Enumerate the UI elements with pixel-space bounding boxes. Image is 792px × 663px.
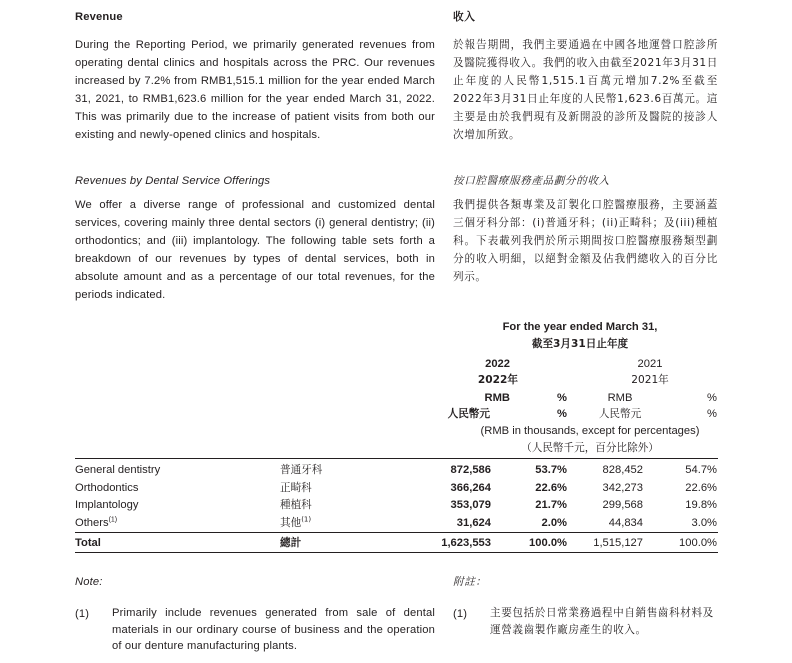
row-value-2021: 342,273: [602, 481, 643, 494]
table-header-rule: [75, 458, 718, 459]
row-value-2022: 366,264: [450, 481, 491, 494]
row-label-zh: 其他$^{(1)}$: [280, 514, 312, 529]
row-label-en: General dentistry: [75, 464, 161, 476]
note-number-zh: (1): [453, 608, 468, 620]
row-label-zh: 正畸科: [280, 481, 312, 494]
year-2022-en: 2022: [485, 358, 510, 370]
pct-2022-en: %: [557, 392, 567, 404]
total-bottom-rule: [75, 552, 718, 553]
rmb-2021-en: RMB: [607, 392, 633, 404]
offerings-heading-zh: 按口腔醫療服務產品劃分的收入: [453, 175, 610, 187]
total-label-en: Total: [75, 537, 101, 549]
note-text-zh: 主要包括於日常業務過程中自銷售齒科材料及運營義齒製作廠房產生的收入。: [490, 607, 714, 636]
offerings-paragraph-zh: 我們提供各類專業及訂製化口腔醫療服務，主要涵蓋三個牙科分部：(i)普通牙科；(ii)正畸科；及(iii)種植科。下表載列我們於所示期間按口腔醫療服務類型劃分的收入明細，以絕對金額及佔我們總收入的百分比列示。: [453, 199, 718, 283]
footnote-ref-zh: (1): [301, 514, 312, 523]
row-label-zh: 種植科: [280, 499, 312, 511]
row-label-zh: 普通牙科: [280, 464, 323, 476]
rmb-2021-zh: 人民幣元: [598, 408, 642, 420]
offerings-paragraph-en: We offer a diverse range of professional and customized dental services, covering mainly three dental sectors (i) general dentistry; (ii) orthodontics; and (iii) implantology. The following table sets forth a breakdown of our revenues by types of dental services, both in absolute amount and as a percentage of our total revenues, for the periods indicated.: [75, 199, 435, 301]
total-label-zh: 總計: [280, 537, 302, 549]
note-number-en: (1): [75, 608, 90, 620]
revenue-paragraph-zh: 於報告期間，我們主要通過在中國各地運營口腔診所及醫院獲得收入。我們的收入由截至2021年3月31日止年度的人民幣1,515.1百萬元增加7.2%至截至2022年3月31日止年度的人民幣1,623.6百萬元。這主要是由於我們現有及新開設的診所及醫院的接診人次增加所致。: [453, 39, 718, 141]
revenue-paragraph-en: During the Reporting Period, we primarily generated revenues from operating dental clinics and hospitals across the PRC. Our revenues increased by 7.2% from RMB1,515.1 million for the year ended March 31, 2021, to RMB1,623.6 million for the year ended March 31, 2022. This was primarily due to the increase of patient visits from both our existing and newly-opened clinics and hospitals.: [75, 39, 435, 141]
note-label-zh: 附註：: [453, 576, 487, 588]
table-period-zh: 截至3月31日止年度: [531, 338, 629, 350]
row-value-2022: 31,624: [456, 516, 491, 529]
total-pct-2021: 100.0%: [679, 537, 717, 549]
total-value-2022: 1,623,553: [441, 537, 491, 549]
row-pct-2021: 3.0%: [691, 516, 717, 529]
units-zh: （人民幣千元，百分比除外）: [521, 442, 659, 454]
row-pct-2021: 19.8%: [685, 499, 717, 511]
pct-2021-zh: %: [707, 408, 717, 420]
rmb-2022-en: RMB: [484, 392, 510, 404]
offerings-heading-en: Revenues by Dental Service Offerings: [75, 175, 271, 187]
year-2021-en: 2021: [637, 358, 663, 370]
row-label-en: Others$^{(1)}$: [75, 515, 118, 529]
rmb-2022-zh: 人民幣元: [447, 408, 490, 420]
year-2021-zh: 2021年: [631, 374, 669, 386]
row-pct-2021: 54.7%: [685, 464, 717, 476]
row-pct-2022: 53.7%: [535, 464, 567, 476]
total-top-rule: [75, 532, 718, 533]
row-value-2021: 44,834: [608, 516, 643, 529]
row-pct-2022: 2.0%: [541, 516, 567, 529]
units-en: (RMB in thousands, except for percentages): [480, 425, 700, 437]
pct-2021-en: %: [707, 392, 717, 404]
table-period-en: For the year ended March 31,: [502, 321, 658, 333]
total-value-2021: 1,515,127: [593, 537, 643, 549]
note-label-en: Note:: [75, 576, 103, 588]
year-2022-zh: 2022年: [477, 374, 518, 386]
row-label-en: Orthodontics: [75, 481, 139, 494]
row-value-2022: 872,586: [450, 464, 491, 476]
row-value-2022: 353,079: [450, 499, 491, 511]
row-pct-2022: 22.6%: [535, 481, 567, 494]
revenue-heading-zh: 收入: [453, 11, 476, 23]
total-pct-2022: 100.0%: [529, 537, 567, 549]
note-text-en: Primarily include revenues generated from sale of dental materials in our ordinary course of business and the operation of our denture manufacturing plants.: [112, 607, 435, 652]
row-value-2021: 828,452: [602, 464, 643, 476]
revenue-heading-en: Revenue: [75, 11, 123, 23]
row-pct-2022: 21.7%: [535, 499, 567, 511]
pct-2022-zh: %: [557, 408, 567, 420]
row-value-2021: 299,568: [602, 499, 643, 511]
row-pct-2021: 22.6%: [685, 481, 717, 494]
row-label-en: Implantology: [75, 499, 139, 511]
footnote-ref: (1): [108, 515, 118, 523]
